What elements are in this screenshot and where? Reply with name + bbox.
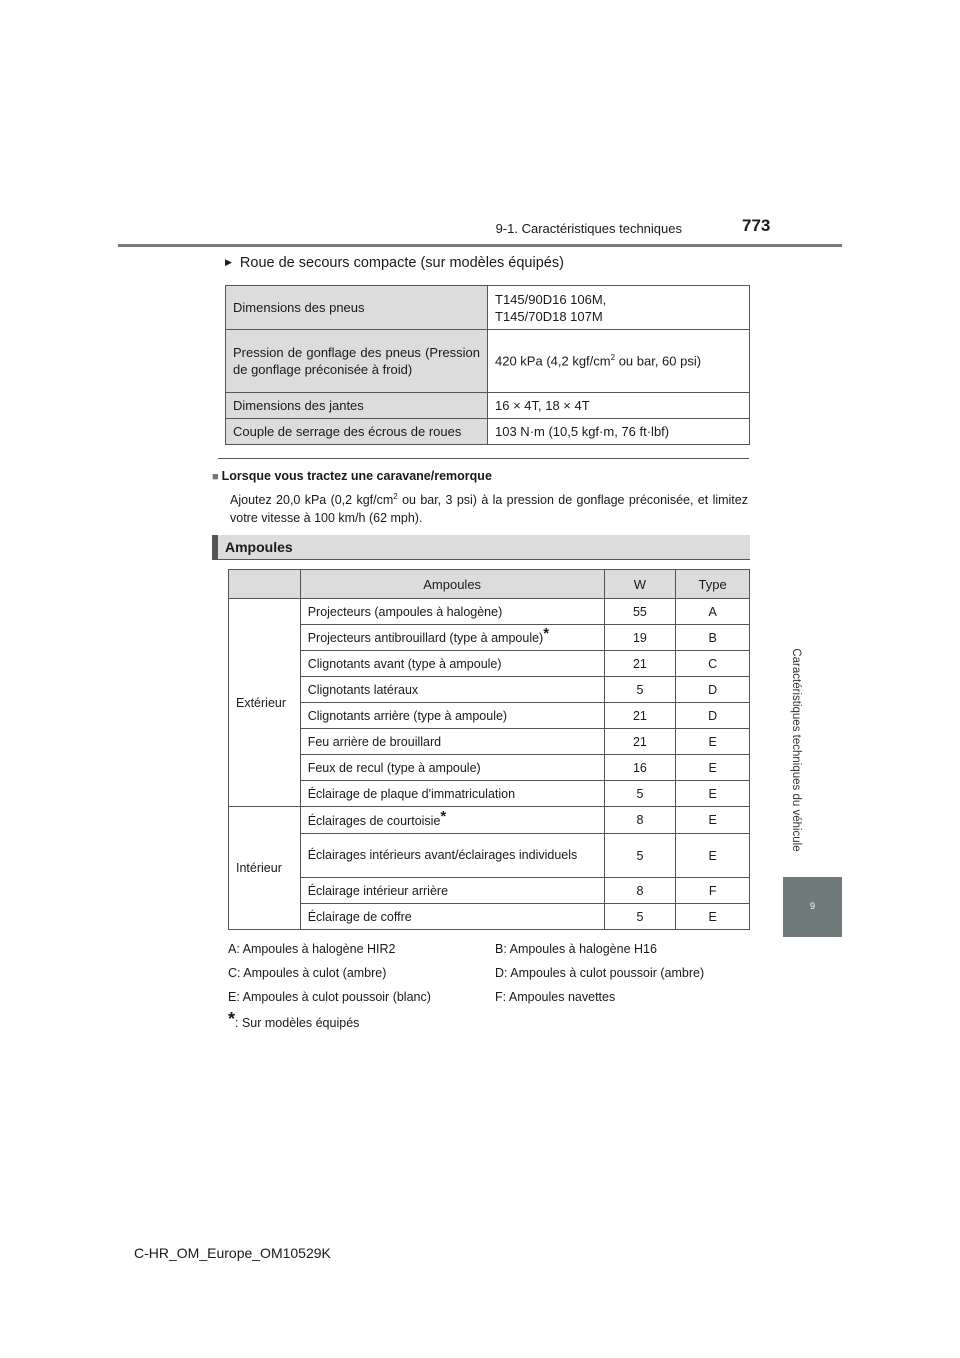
bulb-wattage: 21 — [604, 729, 676, 755]
footnote: *: Sur modèles équipés — [228, 1009, 360, 1030]
legend-item: A: Ampoules à halogène HIR2 — [228, 942, 396, 956]
bulb-wattage: 8 — [604, 878, 676, 904]
table-cell-value: 16 × 4T, 18 × 4T — [488, 393, 750, 419]
bulb-type: E — [676, 781, 750, 807]
table-row — [229, 755, 750, 781]
table-row — [226, 393, 750, 419]
table-cell-value: 420 kPa (4,2 kgf/$cm^2$ ou bar, 60 psi) — [488, 330, 750, 393]
footnote-marker: * — [543, 625, 550, 642]
table-row — [229, 781, 750, 807]
square-bullet-icon: ■ — [212, 471, 219, 483]
spare-wheel-heading: ▶ Roue de secours compacte (sur modèles équipés) — [225, 255, 564, 271]
bulb-type: C — [676, 651, 750, 677]
bulb-wattage: 5 — [604, 904, 676, 930]
bulb-wattage: 55 — [604, 599, 676, 625]
bulb-wattage: 5 — [604, 677, 676, 703]
table-cell-label: Dimensions des pneus — [226, 286, 488, 330]
bulb-wattage: 21 — [604, 703, 676, 729]
table-row — [229, 599, 750, 625]
bulb-wattage: 8 — [604, 807, 676, 834]
bulb-name: Éclairages intérieurs avant/éclairages individuels — [300, 834, 604, 878]
header-divider — [118, 244, 842, 247]
bulb-wattage: 19 — [604, 625, 676, 651]
group-label-exterior: Extérieur — [229, 599, 301, 807]
bulb-name: Éclairage de plaque d'immatriculation — [300, 781, 604, 807]
table-header-row — [229, 570, 750, 599]
bulb-name: Feu arrière de brouillard — [300, 729, 604, 755]
bulb-type: E — [676, 729, 750, 755]
chapter-tab[interactable] — [783, 877, 842, 937]
table-cell-value: T145/90D16 106M, T145/70D18 107M — [488, 286, 750, 330]
document-id: C-HR_OM_Europe_OM10529K — [134, 1245, 331, 1261]
bulbs-table — [228, 569, 750, 930]
section-title-bulbs: Ampoules — [225, 539, 293, 555]
table-cell-value: 103 N·m (10,5 kgf·m, 76 ft·lbf) — [488, 419, 750, 445]
chapter-number: 9 — [809, 901, 815, 911]
table-cell-label: Dimensions des jantes — [226, 393, 488, 419]
table-row — [229, 904, 750, 930]
table-cell-label: Pression de gonflage des pneus (Pression de gonflage préconisée à froid) — [226, 330, 488, 393]
bulb-name: Projecteurs (ampoules à halogène) — [300, 599, 604, 625]
table-row — [229, 651, 750, 677]
page-number: 773 — [742, 216, 771, 235]
bulb-type: B — [676, 625, 750, 651]
bulb-wattage: 16 — [604, 755, 676, 781]
footnote-marker: * — [440, 807, 447, 825]
bulb-type: D — [676, 677, 750, 703]
bulb-type: A — [676, 599, 750, 625]
table-row — [229, 878, 750, 904]
table-row — [226, 286, 750, 330]
bulb-name: Éclairages de courtoisie* — [300, 807, 604, 834]
bulb-type: E — [676, 755, 750, 781]
table-row — [229, 807, 750, 834]
bulb-type: E — [676, 904, 750, 930]
bulb-name: Clignotants avant (type à ampoule) — [300, 651, 604, 677]
table-row — [226, 419, 750, 445]
bulb-wattage: 5 — [604, 781, 676, 807]
bulb-name: Feux de recul (type à ampoule) — [300, 755, 604, 781]
towing-note-text: Ajoutez 20,0 kPa (0,2 kgf/$cm^2$ ou bar, 3 psi) à la pression de gonflage préconisée, et limitez votre vitesse à 100 km/h (62 mph). — [230, 492, 748, 526]
bulb-name: Projecteurs antibrouillard (type à ampoule)* — [300, 625, 604, 651]
towing-note-heading: ■ Lorsque vous tractez une caravane/remorque — [212, 469, 492, 483]
divider — [212, 559, 750, 560]
section-title: 9-1. Caractéristiques techniques — [495, 221, 682, 236]
bulb-name: Éclairage de coffre — [300, 904, 604, 930]
table-header-w: W — [604, 570, 676, 599]
legend-item: C: Ampoules à culot (ambre) — [228, 966, 387, 980]
divider — [218, 458, 749, 459]
legend-item: E: Ampoules à culot poussoir (blanc) — [228, 990, 431, 1004]
bulb-name: Clignotants latéraux — [300, 677, 604, 703]
table-row — [229, 834, 750, 878]
legend-item: D: Ampoules à culot poussoir (ambre) — [495, 966, 705, 980]
table-row — [229, 729, 750, 755]
bulb-wattage: 21 — [604, 651, 676, 677]
table-row — [226, 330, 750, 393]
table-header-empty — [229, 570, 301, 599]
table-row — [229, 703, 750, 729]
bulb-name: Éclairage intérieur arrière — [300, 878, 604, 904]
spare-wheel-table — [225, 285, 750, 445]
chapter-side-label: Caractéristiques techniques du véhicule — [789, 648, 802, 852]
legend-item: F: Ampoules navettes — [495, 990, 616, 1004]
table-row — [229, 625, 750, 651]
section-header-bulbs — [212, 535, 750, 559]
bulb-type: F — [676, 878, 750, 904]
triangle-bullet-icon: ▶ — [225, 257, 232, 267]
bulb-type: E — [676, 834, 750, 878]
bulb-type: D — [676, 703, 750, 729]
table-row — [229, 677, 750, 703]
bulb-wattage: 5 — [604, 834, 676, 878]
group-label-interior: Intérieur — [229, 807, 301, 930]
table-cell-label: Couple de serrage des écrous de roues — [226, 419, 488, 445]
table-header-type: Type — [676, 570, 750, 599]
table-header-bulb: Ampoules — [300, 570, 604, 599]
legend-item: B: Ampoules à halogène H16 — [495, 942, 657, 956]
bulb-name: Clignotants arrière (type à ampoule) — [300, 703, 604, 729]
bulb-type: E — [676, 807, 750, 834]
